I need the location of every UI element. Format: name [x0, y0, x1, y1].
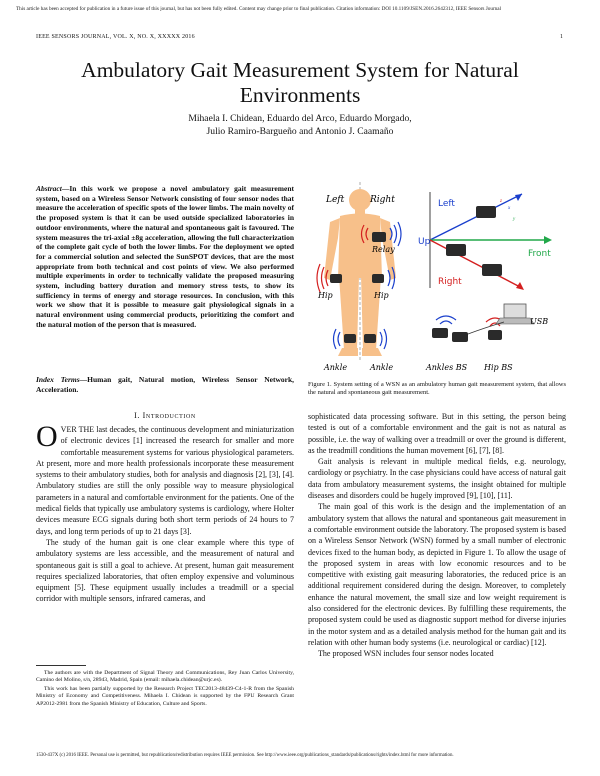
axes-panel — [418, 192, 552, 290]
right-paragraph-3: The main goal of this work is the design and the implementation of an ambulatory system that allows the natural and spontaneous gait measurement in a comfortable environment outside the laboratory. The proposed system is based on a Wireless Sensor Network (WSN) formed by a small number of electronic devices fixed to the human body, as depicted in Figure 1. To allow the usage of the proposed system in areas with low economic resources and to be competitive with existing gait measuring laboratories, the reduced price is an additional requirement considered during the design. Moreover, to completely enhance the natural movement, the small size and low weight requirement is also considered for the electronic devices. By fulfilling these requirements, the proposed system could be used as diagnostic support method for diverse injuries in the motor system and as a detailed analysis method for the human gait and its relation with other human body systems (i.e. neurological or cardiac) [12]. — [308, 502, 566, 647]
axes-label-front: Front — [528, 249, 551, 259]
index-terms-label: Index Terms — [36, 375, 80, 384]
copyright-footer: 1530-437X (c) 2016 IEEE. Personal use is permitted, but republication/redistribution requires IEEE permission. See http://www.ieee.org/publications_standards/publications/rights/index.html for more information. — [36, 753, 454, 758]
axis-front-arrow-icon — [544, 236, 552, 244]
axis-z-label-top: z — [500, 199, 502, 204]
left-arm — [324, 218, 340, 280]
label-hip-bs: Hip BS — [484, 363, 513, 372]
axes-node-middle-icon — [446, 244, 466, 256]
head — [349, 189, 371, 211]
abstract — [36, 184, 294, 330]
ankle-signal-blue-icon — [334, 329, 341, 349]
hip-right-node-icon — [372, 274, 384, 283]
abstract-label: Abstract — [36, 184, 62, 193]
figure-1 — [308, 178, 570, 374]
axis-x-label-top: x — [508, 206, 511, 211]
footnote-affiliation: The authors are with the Department of Signal Theory and Communications, Rey Juan Carlos University, Camino del Molino, s/n, 28943, Madrid, Spain (email: mihaela.chidean@urjc.es). — [36, 670, 294, 684]
label-right: Right — [370, 195, 395, 205]
authors-line-1: Mihaela I. Chidean, Eduardo del Arco, Eduardo Morgado, — [188, 113, 412, 124]
axes-label-up: Up — [418, 237, 431, 247]
accepted-banner: This article has been accepted for publication in a future issue of this journal, but has not been fully edited. Content may change prior to final publication. Citation information: DOI 10.1109/JSEN.2016.2642312, IEEE Sensors Journal — [16, 6, 502, 12]
label-relay: Relay — [372, 245, 395, 254]
ankle-left-node-icon — [344, 334, 356, 343]
left-foot — [338, 348, 358, 356]
laptop-screen-icon — [504, 304, 526, 318]
right-foot — [362, 348, 382, 356]
paper-title: Ambulatory Gait Measurement System for Natural Environments — [81, 58, 519, 107]
figure-caption: Figure 1. System setting of a WSN as an ambulatory human gait measurement system, that allows the natural and spontaneous gait measurement. — [308, 381, 566, 397]
right-paragraph-4: The proposed WSN includes four sensor nodes located — [318, 649, 494, 659]
right-paragraph-2: Gait analysis is relevant in multiple medical fields, e.g. neurology, cardiology or psychiatry. In the case physicians could have access of natural gait data from ambulatory measurement systems, the insight obtained for multiple diseases and disorders could be hugely improved [9], [10], [11]. — [308, 457, 566, 501]
intro-paragraph-1 — [36, 420, 294, 537]
hip-left-node-icon — [330, 274, 342, 283]
ankle-signal-blue-right-icon — [380, 329, 387, 349]
axes-label-right: Right — [438, 277, 462, 287]
hip-bs-node-icon — [488, 330, 502, 340]
index-terms — [36, 375, 294, 394]
drop-cap: O — [36, 420, 58, 453]
relay-node-icon — [372, 232, 386, 242]
ankle-right-node-icon — [364, 334, 376, 343]
authors-line-2: Julio Ramiro-Bargueño and Antonio J. Caamaño — [206, 126, 394, 137]
right-column-body — [308, 411, 566, 660]
left-column-body — [36, 420, 294, 605]
label-ankle-left: Ankle — [324, 363, 348, 372]
footnote-rule — [36, 665, 86, 666]
axes-node-bottom-icon — [482, 264, 502, 276]
section-heading: I. Introduction — [134, 411, 196, 420]
label-ankles-bs: Ankles BS — [426, 363, 468, 372]
abstract-text: —In this work we propose a novel ambulatory gait measurement system, based on a Wireless Sensor Network consisting of four sensor nodes that measure the acceleration of specific spots of the lower limbs. The main novelty of the proposed system is that it can be used outside specialized laboratories in outdoor environments, where the natural and spontaneous gait is favoured. The system measures the tri-axial ±8g acceleration, allowing the full characterization of the complete gait cycle of both the lower limbs. For the deployment we opted for a commercial solution and selected the SunSPOT devices, that are the most appropriate from both technical and cost points of view. We also performed multiple experiments in order to technically validate the proposed measuring system, including battery duration and memory stress tests, to show its sufficiency in terms of energy and storage resources. In conclusion, with this work we show that it is possible to measure gait physiological signals in a natural environment using commercial products, prioritizing the comfort and the natural motion of the person that is measured. — [36, 184, 294, 329]
right-paragraph-1: sophisticated data processing software. But in this setting, the person being tested is out of a comfortable environment and the gait is not as natural as possible, i.e. the way of walking over a treadmill or over the ground is different, as the treadmill conditions the human movement [6], [7], [8]. — [308, 412, 566, 455]
ankles-bs-signal-icon — [436, 316, 456, 324]
ankles-bs-node-2-icon — [452, 332, 468, 342]
label-ankle-right: Ankle — [370, 363, 394, 372]
label-hip-right: Hip — [374, 291, 389, 300]
intro-paragraph-2: The study of the human gait is one clear example where this type of ambulatory systems are less accessible, and the measurement of natural and spontaneous gait is still a goal to achieve. At present, human gait measurement requires specialized laboratories, that often employ expensive and voluminous equipment [5]. These equipment usually includes a treadmill or a special corridor with multiple sensors, infrared cameras, and — [36, 537, 294, 604]
intro-paragraph-1-text: THE last decades, the continuous development and miniaturization of electronic devices [1] increased the research for smaller and more comfortable measurement systems for various physiological parameters. At present, more and more health professionals incorporate these measurement systems to their ambulatory studies, both for analysis and diagnosis [2], [3], [4]. Ambulatory studies are still the only possible way to measure physiological parameters in a natural and comfortable environment for the patients. One of the medical fields that typically use ambulatory systems is cardiology, where Holter devices measure ECG signals during both short term periods of 24 hours to 7 days, and long term periods of up to 21 days [3]. — [36, 425, 294, 536]
footnotes — [36, 670, 294, 709]
label-hip-left: Hip — [318, 291, 333, 300]
intro-first-word: VER — [60, 425, 77, 434]
base-stations — [425, 304, 548, 372]
axis-y-label-top: y — [513, 217, 516, 222]
authors — [60, 112, 540, 138]
label-usb: USB — [530, 317, 549, 326]
axes-node-top-icon — [476, 206, 496, 218]
label-left: Left — [326, 195, 345, 205]
ankles-bs-node-icon — [432, 328, 448, 338]
running-head: IEEE SENSORS JOURNAL, VOL. X, NO. X, XXXXX 2016 — [36, 34, 195, 40]
index-terms-text: —Human gait, Natural motion, Wireless Sensor Network, Acceleration. — [36, 375, 295, 394]
page-number: 1 — [560, 34, 563, 40]
footnote-funding: This work has been partially supported by the Research Project TEC2013-48439-C4-1-R from the Spanish Ministry of Economy and Competitiveness. Mihaela I. Chidean is supported by the FPU Research Grant AP2012-2981 from the Spanish Ministry of Education, Culture and Sports. — [36, 685, 294, 707]
axes-label-left: Left — [438, 199, 455, 209]
